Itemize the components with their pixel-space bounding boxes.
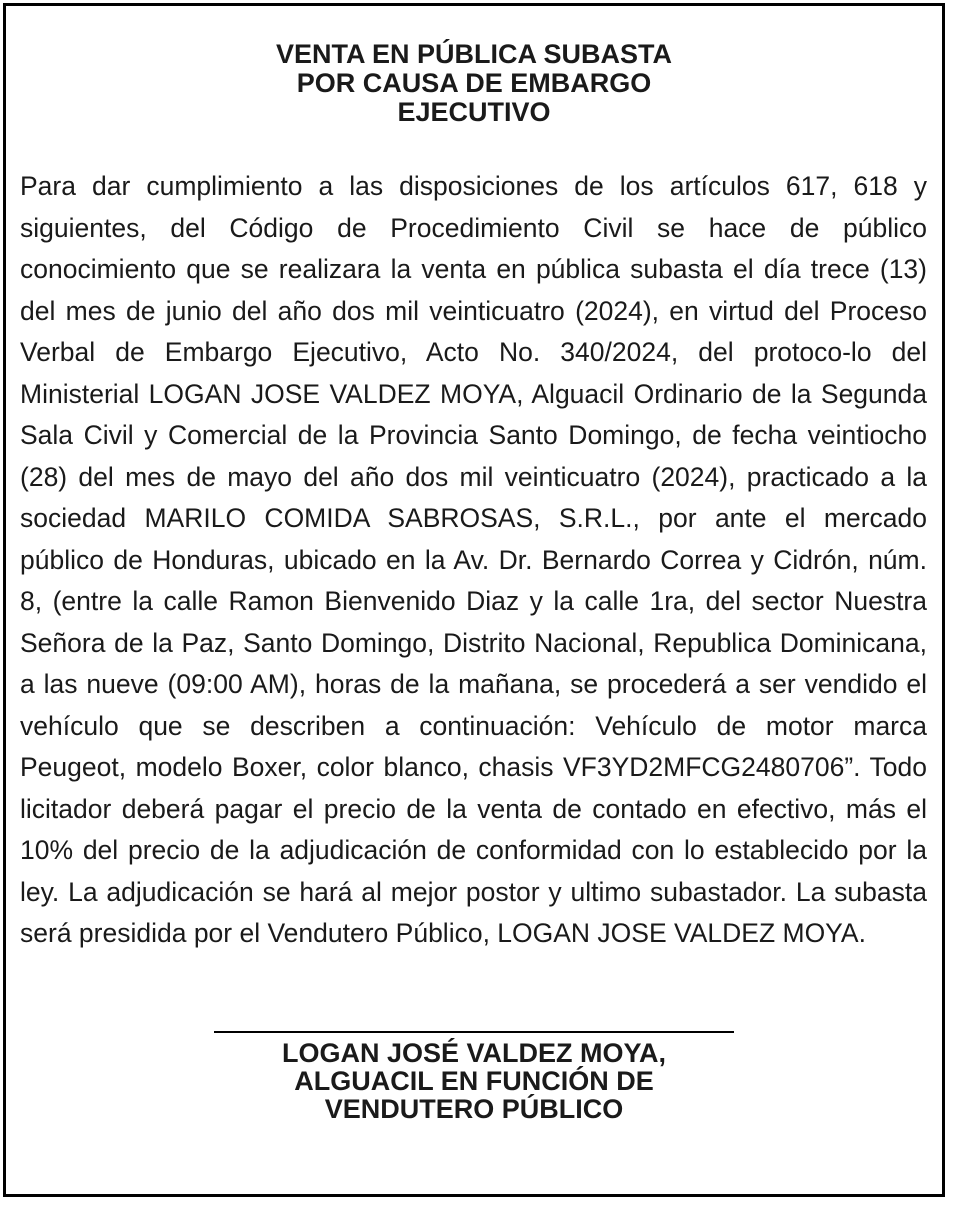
title-line-3: EJECUTIVO [397,97,551,127]
notice-body: Para dar cumplimiento a las disposiciones de los artículos 617, 618 y siguientes, del Código de Procedimiento Civil se hace de público conocimiento que se realizara la venta en pública subasta el día trece (13) del mes de junio del año dos mil veinticuatro (2024), en virtud del Proceso Verbal de Embargo Ejecutivo, Acto No. 340/2024, del protoco-lo del Ministerial LOGAN JOSE VALDEZ MOYA, Alguacil Ordinario de la Segunda Sala Civil y Comercial de la Provincia Santo Domingo, de fecha veintiocho (28) del mes de mayo del año dos mil veinticuatro (2024), practicado a la sociedad MARILO COMIDA SABROSAS, S.R.L., por ante el mercado público de Honduras, ubicado en la Av. Dr. Bernardo Correa y Cidrón, núm. 8, (entre la calle Ramon Bienvenido Diaz y la calle 1ra, del sector Nuestra Señora de la Paz, Santo Domingo, Distrito Nacional, Republica Dominicana, a las nueve (09:00 AM), horas de la mañana, se procederá a ser vendido el vehículo que se describen a continuación: Vehículo de motor marca Peugeot, modelo Boxer, color blanco, chasis VF3YD2MFCG2480706”. Todo licitador deberá pagar el precio de la venta de contado en efectivo, más el 10% del precio de la adjudicación de conformidad con lo establecido por la ley. La adjudicación se hará al mejor postor y ultimo subastador. La subasta será presidida por el Vendutero Público, LOGAN JOSE VALDEZ MOYA. [20,171,927,948]
title-line-2: POR CAUSA DE EMBARGO [296,68,652,98]
title-line-1: VENTA EN PÚBLICA SUBASTA [275,39,672,69]
signature-name: LOGAN JOSÉ VALDEZ MOYA, [281,1038,667,1068]
signature-block [0,1039,948,1123]
signature-role-1: ALGUACIL EN FUNCIÓN DE [294,1066,654,1096]
signature-role-2: VENDUTERO PÚBLICO [324,1094,624,1124]
signature-line [214,1031,734,1033]
notice-title [0,40,948,127]
